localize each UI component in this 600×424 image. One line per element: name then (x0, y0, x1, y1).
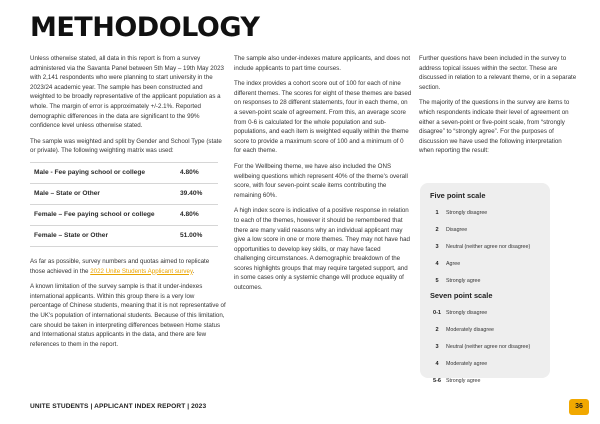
list-item (428, 238, 542, 255)
scale-number: 4 (435, 260, 439, 267)
list-item (428, 272, 542, 289)
scale-number: 5-6 (432, 377, 442, 384)
scale-label: Strongly disagree (446, 209, 488, 216)
wellbeing-paragraph: For the Wellbeing theme, we have also included the ONS wellbeing questions which represent 40% of the theme's overall score, with four seven-point scale items contributing the remaining 60%. (234, 162, 408, 199)
index-paragraph: The index provides a cohort score out of 100 for each of nine different themes. The scores for eight of these themes are based on responses to 28 different statements, four in each theme, on a seven-point scale of agreement. From this, an average score from 0-6 is calculated for the whole population and sub-populations, and each item is weighted equally within the theme score to provide a maximum score of 100 and a minimum of 0 for each theme. (234, 80, 412, 155)
scale-number: 3 (435, 343, 439, 350)
table-row (30, 162, 218, 183)
scale-number: 2 (435, 326, 439, 333)
scale-interpretation-box (420, 183, 550, 384)
list-item (428, 221, 542, 238)
table-row (30, 204, 218, 225)
page-title: METHODOLOGY (30, 12, 260, 43)
weight-value: 4.80% (180, 162, 218, 183)
scale-number: 3 (435, 243, 439, 250)
page-number-badge: 36 (569, 399, 589, 415)
weighting-matrix-table (30, 162, 218, 247)
column-left (30, 54, 226, 355)
scale-number: 1 (435, 209, 439, 216)
weight-label: Female – Fee paying school or college (30, 204, 180, 225)
table-row (30, 183, 218, 204)
scale-label: Neutral (neither agree nor disagree) (446, 243, 531, 250)
report-footer: UNITE STUDENTS | APPLICANT INDEX REPORT | 2023 (30, 403, 207, 410)
list-item (428, 304, 542, 321)
list-item (428, 372, 542, 389)
seven-point-heading: Seven point scale (430, 291, 493, 300)
list-item (428, 338, 542, 355)
scale-number: 4 (435, 360, 439, 367)
scale-label: Moderately disagree (446, 326, 494, 333)
further-questions-paragraph: Further questions have been included in the survey to address topical issues within the sector. These are discussed in relation to a relevant theme, or in a separate section. (419, 55, 577, 91)
column-right (419, 54, 577, 162)
weighting-paragraph: The sample was weighted and split by Gender and School Type (state or private). The following weighting matrix was used: (30, 137, 222, 155)
scale-label: Agree (446, 260, 461, 267)
quota-paragraph (30, 257, 226, 276)
mature-applicants-paragraph: The sample also under-indexes mature applicants, and does not include applicants to part time courses. (234, 55, 411, 72)
quota-text: As far as possible, survey numbers and quotas aimed to replicate those achieved in the (30, 257, 210, 275)
scale-label: Strongly disagree (446, 309, 488, 316)
list-item (428, 355, 542, 372)
scale-number: 0-1 (432, 309, 442, 316)
intro-paragraph: Unless otherwise stated, all data in this report is from a survey administered via the Savanta Panel between 5th May – 19th May 2023 with 2,141 respondents who were planning to start university in the 2023/24 academic year. The sample has been constructed and weighted to be broadly representative of the applicant population as a whole. The margin of error is approximately +/-2.1%. Reported demographic differences in the data are significant to the 99% confidence level unless otherwise stated. (30, 55, 224, 130)
applicant-survey-link[interactable]: 2022 Unite Students Applicant survey (90, 267, 193, 275)
scale-label: Strongly agree (446, 277, 481, 284)
scale-label: Moderately agree (446, 360, 488, 367)
weight-value: 51.00% (180, 225, 218, 246)
high-score-paragraph: A high index score is indicative of a positive response in relation to each of the themes, however it should be remembered that there are many valid reasons why an individual applicant may give a low score in one or more themes. They may not have had opportunities to develop key skills, or may have faced challenging circumstances. A demographic breakdown of the scores highlights groups that may require targeted support, and in some cases only a systemic change will produce equality of outcomes. (234, 207, 410, 292)
table-row (30, 225, 218, 246)
scale-label: Neutral (neither agree nor disagree) (446, 343, 531, 350)
weight-label: Male - Fee paying school or college (30, 162, 180, 183)
limitation-paragraph: A known limitation of the survey sample is that it under-indexes international applicants. Within this group there is a very low percentage of Chinese students, meaning that it is not representative of the UK's population of international students. Because of this limitation, care should be taken in interpreting differences between Home status and International status applicants in the data, and there are few references to them in the report. (30, 283, 226, 348)
scale-label: Strongly agree (446, 377, 481, 384)
weight-value: 4.80% (180, 204, 218, 225)
five-point-heading: Five point scale (430, 191, 486, 200)
weight-label: Male – State or Other (30, 183, 180, 204)
scale-number: 5 (435, 277, 439, 284)
column-middle (234, 54, 412, 299)
agreement-scale-paragraph: The majority of the questions in the survey are items to which respondents indicate their level of agreement on either a seven-point or five-point scale, from “strongly disagree” to “strongly agree”. For the purposes of discussion we have used the following interpretation when reporting the result: (419, 99, 570, 155)
scale-label: Disagree (446, 226, 468, 233)
list-item (428, 321, 542, 338)
quota-text-end: . (192, 267, 195, 275)
weight-label: Female – State or Other (30, 225, 180, 246)
weight-value: 39.40% (180, 183, 218, 204)
list-item (428, 255, 542, 272)
list-item (428, 204, 542, 221)
scale-number: 2 (435, 226, 439, 233)
